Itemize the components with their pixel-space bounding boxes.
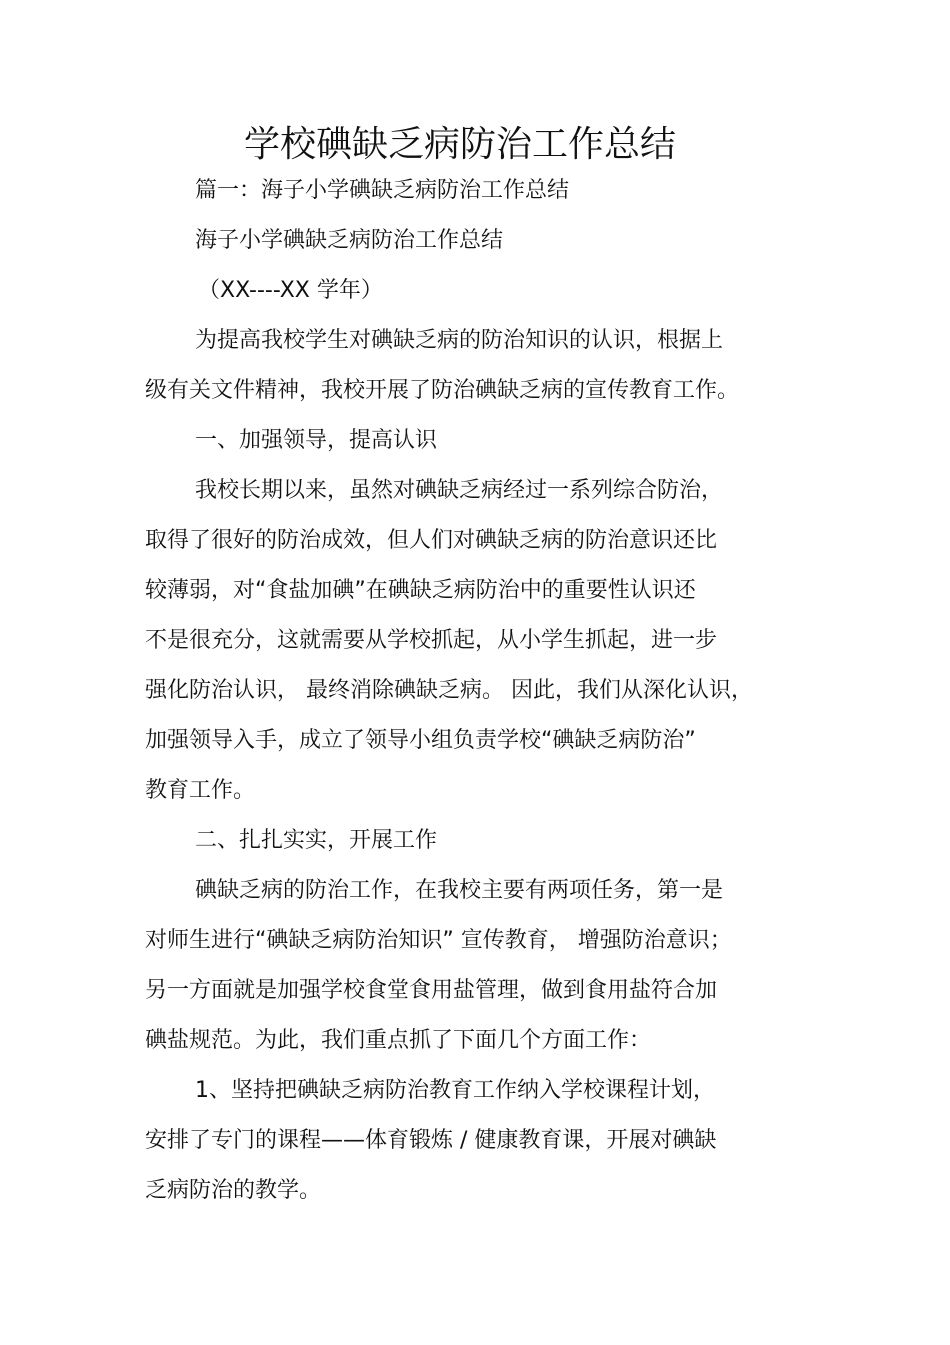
paragraph-line: 碘盐规范。为此，我们重点抓了下面几个方面工作： (145, 1028, 652, 1053)
section-heading: 篇一：海子小学碘缺乏病防治工作总结 (195, 178, 570, 203)
paragraph-line: 碘缺乏病的防治工作，在我校主要有两项任务，第一是 (195, 878, 724, 903)
paragraph-line: 加强领导入手，成立了领导小组负责学校“碘缺乏病防治” (145, 728, 696, 753)
paragraph-line: 我校长期以来，虽然对碘缺乏病经过一系列综合防治， (195, 478, 724, 503)
paragraph-line: 安排了专门的课程——体育锻炼 / 健康教育课，开展对碘缺 (145, 1128, 717, 1153)
paragraph-line: 1、坚持把碘缺乏病防治教育工作纳入学校课程计划， (195, 1078, 715, 1103)
document-title: 学校碘缺乏病防治工作总结 (243, 124, 676, 165)
paragraph-line: 级有关文件精神，我校开展了防治碘缺乏病的宣传教育工作。 (145, 378, 740, 403)
paragraph-line: 乏病防治的教学。 (145, 1178, 322, 1203)
paragraph-line: 对师生进行“碘缺乏病防治知识” 宣传教育， 增强防治意识； (145, 928, 732, 953)
paragraph-line: 较薄弱，对“食盐加碘”在碘缺乏病防治中的重要性认识还 (145, 578, 696, 603)
paragraph-line: 另一方面就是加强学校食堂食用盐管理，做到食用盐符合加 (145, 978, 718, 1003)
paragraph-line: 取得了很好的防治成效，但人们对碘缺乏病的防治意识还比 (145, 528, 718, 553)
school-year: （XX----XX 学年） (198, 278, 383, 303)
paragraph-line: 强化防治认识， 最终消除碘缺乏病。 因此，我们从深化认识， (145, 678, 753, 703)
paragraph-line: 教育工作。 (145, 778, 256, 803)
paragraph-line: 不是很充分，这就需要从学校抓起，从小学生抓起，进一步 (145, 628, 718, 653)
section-heading: 二、扎扎实实，开展工作 (195, 828, 438, 853)
subtitle: 海子小学碘缺乏病防治工作总结 (195, 228, 504, 253)
section-heading: 一、加强领导，提高认识 (195, 428, 438, 453)
paragraph-line: 为提高我校学生对碘缺乏病的防治知识的认识，根据上 (195, 328, 724, 353)
